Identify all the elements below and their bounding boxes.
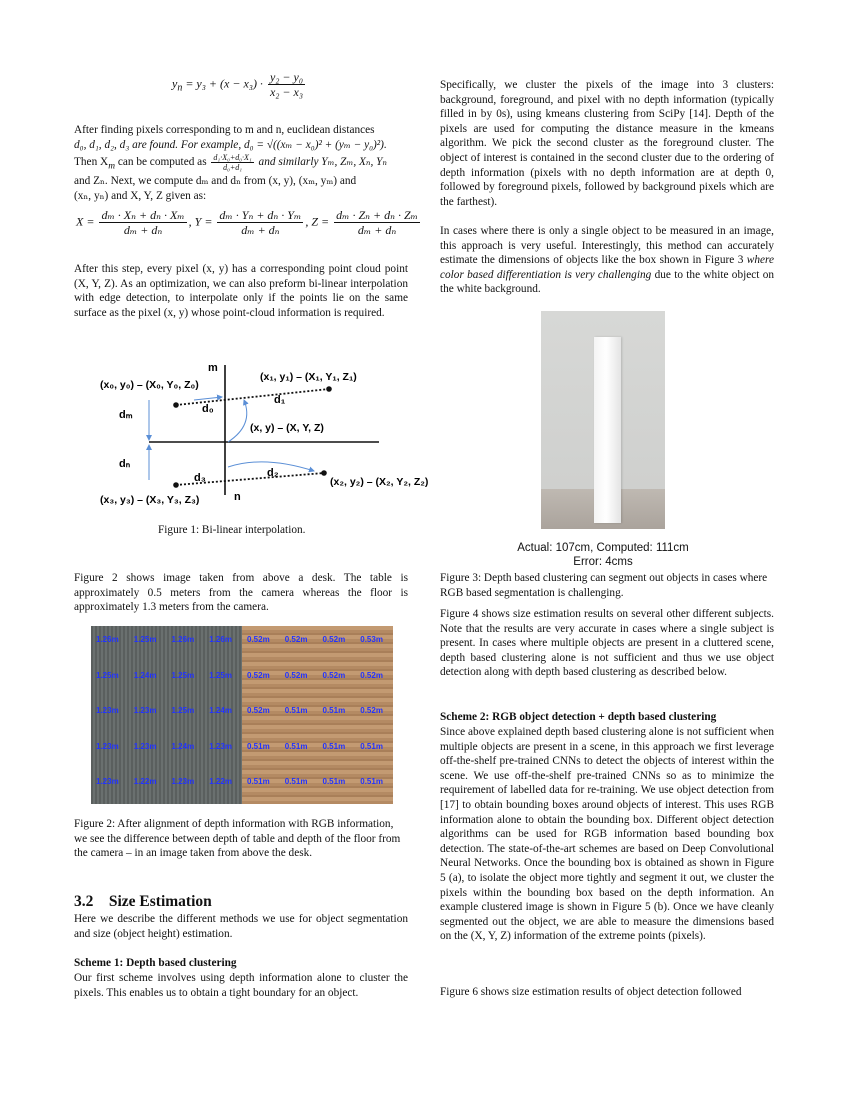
depth-label: 0.52m	[284, 635, 308, 644]
para1-line5: (xₙ, yₙ) and X, Y, Z given as:	[74, 189, 207, 202]
para1-frac-den: d₀+d₁	[223, 163, 243, 173]
point-p3	[173, 482, 179, 488]
depth-label: 1.23m	[171, 777, 195, 787]
eq-y-num: dₘ · Yₙ + dₙ · Yₘ	[219, 208, 302, 222]
figure3-error-label: Error: 4cms	[573, 556, 633, 568]
depth-label: 1.22m	[133, 777, 157, 787]
eq-x-num: dₘ · Xₙ + dₙ · Xₘ	[101, 208, 185, 222]
depth-label: 0.52m	[360, 706, 383, 716]
depth-label: 0.51m	[322, 706, 346, 716]
paragraph-kmeans: Specifically, we cluster the pixels of the image into 3 clusters: background, foreground, and pixel with no depth information (typically filled in by 0s), using kmeans clustering from SciPy [14]. Depth of the pixels are used for computing the distance measure in the kmeans algorithm. We pick the second cluster as the foreground cluster. The object of interest is contained in the second cluster due to the ordering of depth information (pixels with no depth information are at depth 0, followed by foreground pixels, followed by background pixels which are the farthest).	[440, 79, 774, 208]
para1-line3a: Then X	[74, 156, 109, 169]
scheme2-title: Scheme 2: RGB object detection + depth based clustering	[440, 711, 717, 723]
depth-label: 0.51m	[284, 777, 308, 787]
depth-label: 1.25m	[96, 670, 119, 680]
paragraph-distances: After finding pixels corresponding to m and n, euclidean distances d₀, d₁, d₂, d₃ are found. For example, d₀ = √((xₘ − x₀)² + (yₘ − y₀)²). Then $X_m$ can be computed as $\frac{\text{d₁·X₀+d₀·X₁}}{\text{d₀+d₁}}$ and similarly Yₘ, Zₘ, Xₙ, Yₙ and Zₙ. Next, we compute dₘ and dₙ from (x, y), (xₘ, yₘ) and (xₙ, yₙ) and X, Y, Z given as:	[74, 123, 408, 203]
depth-label: 0.51m	[360, 777, 383, 787]
depth-label: 1.24m	[209, 706, 232, 716]
figure2-image	[91, 626, 393, 804]
paragraph-scheme2: Since above explained depth based clustering alone is not sufficient when multiple objects are present in a scene, in this approach we first leverage off-the-shelf pre-trained CNNs to detect the objects of interest within the scene. We use off-the-shelf pre-trained CNNs so as to minimize the requirement of labelled data for re-training. We use object detection from [17] to obtain bounding boxes around objects of interest. This uses RGB information alone to obtain the bounding box. Different object detection algorithms can be used for RGB information based bounding box detection. The state-of-the-art schemes are based on Deep Convolutional Neural Networks. Once the bounding box is obtained as shown in Figure 5 (a), to isolate the object more tightly and segment it out, we cluster the pixels within the bounding box based on the depth information. An example clustered image is shown in Figure 5 (b). Once we have cleanly segmented out the object, we are able to measure the dimensions based on the (X, Y, Z) information of the extreme points (pixels).	[440, 726, 774, 943]
xy-arrow	[228, 400, 247, 442]
equation-xyz	[76, 208, 422, 237]
depth-label: 0.51m	[284, 706, 308, 716]
depth-label: 1.23m	[133, 706, 157, 716]
para2-part-c: due to the white object on the white background.	[440, 268, 774, 296]
eq-x-den: dₘ + dₙ	[123, 223, 163, 237]
depth-label: 1.26m	[96, 635, 119, 644]
depth-label: 1.23m	[209, 741, 232, 751]
para1-line1: After finding pixels corresponding to m and n, euclidean distances	[74, 124, 375, 136]
label-d1: d₁	[274, 394, 286, 406]
line-p0-p1	[176, 389, 329, 405]
label-d3: d₃	[194, 472, 206, 484]
eq-mid: = y₃ + (x − x₃) ·	[185, 76, 263, 91]
depth-label: 0.52m	[322, 670, 346, 680]
figure3-labels	[511, 541, 695, 569]
depth-label: 1.26m	[209, 635, 232, 644]
para1-line2: d₀, d₁, d₂, d₃ are found. For example, d₀ = √((xₘ − x₀)² + (yₘ − y₀)²).	[74, 138, 387, 151]
depth-label: 1.25m	[133, 635, 157, 644]
para1-line3b: can be computed as	[115, 156, 210, 169]
depth-label: 1.26m	[171, 635, 195, 644]
paragraph-point-cloud: After this step, every pixel (x, y) has a corresponding point cloud point (X, Y, Z). As an optimization, we can also preform bi-linear interpolation with edge detection, to interpolate only if the points lie on the same surface as the pixel (x, y) whose point-cloud information is required.	[74, 263, 408, 319]
section-heading	[74, 893, 212, 911]
eq-z-num: dₘ · Zₙ + dₙ · Zₘ	[336, 208, 418, 222]
eq-fraction	[268, 70, 305, 99]
para2-emphasis: where color based differentiation is very challenging	[440, 254, 774, 281]
depth-label: 1.23m	[96, 777, 119, 787]
depth-label: 0.52m	[247, 670, 270, 680]
depth-label: 1.22m	[209, 777, 232, 787]
depth-label: 1.24m	[133, 670, 157, 680]
paragraph-single-object	[440, 224, 774, 297]
figure3-measure-label: Actual: 107cm, Computed: 111cm	[517, 542, 689, 554]
d0-arrow	[194, 397, 222, 400]
eq-den: x₂ − x₃	[269, 85, 304, 99]
eq-lhs: y	[172, 76, 178, 91]
depth-label: 1.23m	[133, 741, 157, 751]
point-p0	[173, 402, 179, 408]
depth-label: 1.25m	[171, 706, 195, 716]
point-p1	[326, 386, 332, 392]
figure1-diagram	[100, 355, 429, 515]
eq-lhs-sub: n	[177, 82, 183, 94]
paragraph-figure2-intro: Figure 2 shows image taken from above a desk. The table is approximately 0.5 meters from the camera whereas the floor is approximately 1.3 meters from the camera.	[74, 572, 408, 614]
equation-yn	[172, 70, 307, 99]
depth-label: 0.53m	[360, 635, 383, 644]
label-d2: d₂	[267, 467, 279, 479]
para2-part-a: In cases where there is only a single object to be measured in an image, this approach is very useful. Interestingly, this method can accurately estimate the dimensions of objects like the box shown in Figure 3	[440, 225, 774, 267]
label-p: (x, y) – (X, Y, Z)	[250, 422, 324, 434]
depth-label: 0.52m	[247, 706, 270, 716]
eq-x-label: X =	[76, 214, 95, 229]
depth-label: 0.52m	[284, 670, 308, 680]
label-p3: (x₃, y₃) – (X₃, Y₃, Z₃)	[100, 494, 200, 506]
para1-line3c: and similarly Yₘ, Zₘ, Xₙ, Yₙ	[255, 156, 388, 169]
scheme1-title: Scheme 1: Depth based clustering	[74, 957, 237, 969]
depth-label: 0.52m	[360, 670, 383, 680]
paragraph-figure4: Figure 4 shows size estimation results on several other different subjects. Note that the results are very accurate in cases where a single subject is present. In cases where multiple objects are present in a cluttered scene, depth based clustering alone is not sufficient and thus we use object detection along with depth based clustering as described below.	[440, 608, 774, 679]
depth-label: 0.51m	[322, 741, 346, 751]
white-box-object	[594, 337, 621, 523]
label-n: n	[234, 491, 241, 503]
depth-label: 0.51m	[247, 777, 270, 787]
eq-z-den: dₘ + dₙ	[357, 223, 397, 237]
label-d0: d₀	[202, 403, 214, 415]
depth-label: 1.23m	[96, 741, 119, 751]
depth-label: 0.52m	[247, 635, 270, 644]
depth-label: 0.51m	[247, 741, 270, 751]
depth-label: 1.23m	[96, 706, 119, 716]
para1-frac-num: d₁·X₀+d₀·X₁	[213, 153, 252, 163]
label-p2: (x₂, y₂) – (X₂, Y₂, Z₂)	[330, 476, 429, 488]
point-p2	[321, 470, 327, 476]
para1-line4: and Zₙ. Next, we compute dₘ and dₙ from (x, y), (xₘ, yₘ) and	[74, 175, 357, 188]
label-m: m	[208, 362, 218, 374]
label-dn: dₙ	[119, 458, 131, 470]
figure3-image	[541, 311, 665, 529]
depth-label: 0.51m	[284, 741, 308, 751]
figure3-caption: Figure 3: Depth based clustering can segment out objects in cases where RGB based segmentation is challenging.	[440, 572, 768, 599]
eq-y-label: , Y =	[188, 214, 213, 229]
depth-label: 1.25m	[171, 670, 195, 680]
depth-label: 0.51m	[360, 741, 383, 751]
paragraph-figure6: Figure 6 shows size estimation results of object detection followed	[440, 986, 742, 998]
label-p1: (x₁, y₁) – (X₁, Y₁, Z₁)	[260, 371, 357, 383]
eq-num: y₂ − y₀	[269, 70, 304, 84]
section-number: 3.2	[74, 893, 94, 910]
paragraph-methods-intro: Here we describe the different methods we use for object segmentation and size (object height) estimation.	[74, 913, 408, 940]
depth-label: 1.24m	[171, 741, 195, 751]
eq-y-den: dₘ + dₙ	[241, 223, 280, 237]
eq-z-label: , Z =	[305, 214, 330, 229]
figure2-caption: Figure 2: After alignment of depth information with RGB information, we see the difference between depth of table and depth of the floor from the camera – in an image taken from above the desk.	[74, 818, 401, 860]
depth-label: 1.25m	[209, 670, 232, 680]
label-dm: dₘ	[119, 409, 133, 421]
label-p0: (x₀, y₀) – (X₀, Y₀, Z₀)	[100, 379, 199, 391]
depth-label: 0.51m	[322, 777, 346, 787]
paragraph-scheme1: Our first scheme involves using depth information alone to cluster the pixels. This enables us to obtain a tight boundary for an object.	[74, 972, 408, 999]
depth-label: 0.52m	[322, 635, 346, 644]
section-title: Size Estimation	[108, 893, 212, 910]
figure1-caption: Figure 1: Bi-linear interpolation.	[158, 524, 306, 536]
